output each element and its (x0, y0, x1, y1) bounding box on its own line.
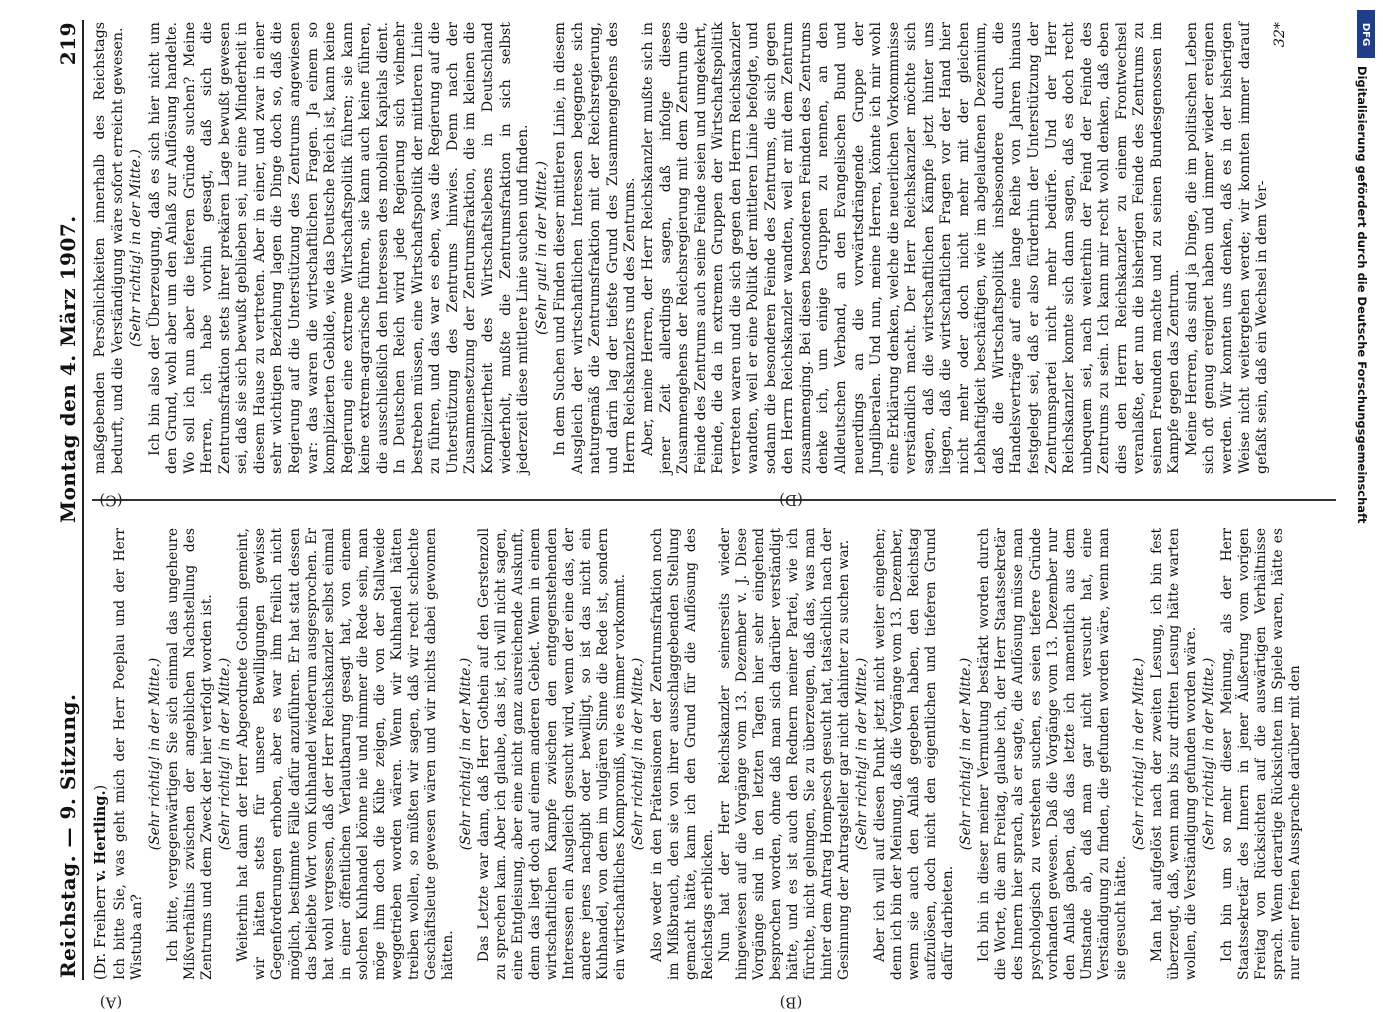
rotated-page (46, 20, 1336, 1012)
paragraph: Aber, meine Herren, der Herr Reichskanzler mußte sich in jener Zeit allerdings sagen, daß infolge dieses Zusammengehens der Reichsregierung mit dem Zentrum die Feinde des Zentrums auch seine Feinde seien und umgekehrt, Feinde, die da in extremen Gruppen der Wirtschaftspolitik vertreten waren und die sich gegen den Herrn Reichskanzler wandten, weil er eine Politik der mittleren Linie befolgte, und sodann die besonderen Feinde des Zentrums, die sich gegen den Herrn Reichskanzler wandten, weil er mit dem Zentrum zusammenging. Bei diesen besonderen Feinden des Zentrums denke ich, um einige Gruppen zu nennen, an den Alldeutschen Verband, an den Evangelischen Bund und neuerdings an die vorwärtsdrängende Gruppe der Jungliberalen. Und nun, meine Herren, könnte ich mir wohl eine Erklärung denken, welche die neuerlichen Vorkommnisse verständlich macht. Der Herr Reichskanzler möchte sich sagen, daß die wirtschaftlichen Kämpfe jetzt hinter uns liegen, daß die wirtschaftlichen Fragen vor der Hand hier nicht mehr oder doch nicht mehr mit der gleichen Lebhaftigkeit beschäftigen, wie im abgelaufenen Dezennium, daß die Wirtschaftspolitik insbesondere durch die Handelsverträge auf eine lange Reihe von Jahren hinaus festgelegt sei, daß er also fürderhin der Unterstützung der Zentrumspartei nicht mehr bedürfe. Und der Herr Reichskanzler konnte sich dann sagen, daß es doch recht unbequem sei, nach weiterhin der Feind der Feinde des Zentrums zu sein. Ich kann mir recht wohl denken, daß eben dies den Herrn Reichskanzler zu einem Frontwechsel veranlaßte, der nun die bisherigen Feinde des Zentrums zu seinen Freunden machte und zu seinen Bundesgenossen im Kampfe gegen das Zentrum. (639, 22, 1183, 474)
interjection: (Sehr richtig! in der Mitte.) (958, 657, 975, 851)
interjection: (Sehr richtig! in der Mitte.) (128, 149, 145, 347)
signature-mark: 32* (1271, 22, 1288, 48)
speaker-suffix: ) (93, 784, 109, 791)
page-header-left-title: Reichstag. — 9. Sitzung. (56, 693, 80, 978)
paragraph: Nun hat der Herr Reichskanzler seinerseits wieder hingewiesen auf die Vorgänge vom 13. Dezember v. J. Diese Vorgänge sind in den letzten Tagen hier sehr eingehend besprochen worden, ohne daß man sich darüber verständigt hätte, und es ist auch den Rednern meiner Partei, wie ich fürchte, nicht gelungen, Sie zu überzeugen, daß das, was man hinter dem Antrag Hompesch gesucht hat, tatsächlich nach der Gesinnung der Antragsteller gar nicht dahinter zu suchen war. (716, 528, 853, 980)
margin-marker-c: (C) (99, 491, 123, 510)
interjection: (Sehr richtig! in der Mitte.) (630, 657, 647, 851)
paragraph: maßgebenden Persönlichkeiten innerhalb des Reichstags bedurft, und die Verständigung wäre sofort erreicht gewesen. (92, 22, 126, 474)
paragraph: Ich bin um so mehr dieser Meinung, als der Herr Staatssekretär des Innern in jener Äußerung vom vorigen Freitag von Rücksichten auf die auswärtigen Verhältnisse sprach. Wenn derartige Rücksichten im Spiele waren, hätte es nur einer freien Aussprache darüber mit den (1219, 528, 1304, 980)
paragraph: Meine Herren, das sind ja Dinge, die im politischen Leben sich oft genug ereignet haben und immer wieder ereignen werden. Wir konnten uns denken, daß es in der bisherigen Weise nicht weitergehen werde; wir konnten immer darauf gefaßt sein, daß ein Wechsel in dem Ver- (1183, 22, 1271, 474)
page-number: 219 (56, 22, 80, 66)
interjection: (Sehr richtig! in der Mitte.) (1130, 657, 1147, 851)
paragraph: Das Letzte war dann, daß Herr Gothein auf den Gerstenzoll zu sprechen kam. Aber ich glaube, das ist, ich will nicht sagen, eine Entgleisung, aber eine nicht ganz ausreichende Auskunft, denn das liegt doch auf einem anderen Gebiet. Wenn in einem wirtschaftlichen Kampfe zwischen den entgegenstehenden Interessen ein Ausgleich gesucht wird, wenn der eine das, der andere jenes nachgibt oder bewilligt, so ist das nicht ein Kuhhandel, von dem im vulgären Sinne die Rede ist, sondern ein wirtschaftliches Kompromiß, wie es immer vorkommt. (476, 528, 629, 980)
left-column (92, 528, 1336, 980)
paragraph: Ich bin in dieser meiner Vermutung bestärkt worden durch die Worte, die am Freitag, glaube ich, der Herr Staatssekretär des Innern hier sprach, als er sagte, die Auflösung müsse man psychologisch zu verstehen suchen, es seien tiefere Gründe vorhanden gewesen. Daß die Vorgänge vom 13. Dezember nur den Anlaß gaben, daß das letzte ich namentlich aus dem Umstande ab, daß man gar nicht versucht hat, eine Verständigung zu finden, die gefunden worden wäre, wenn man sie gesucht hätte. (976, 528, 1129, 980)
interjection: (Sehr richtig! in der Mitte.) (147, 657, 164, 851)
interjection: (Sehr gut! in der Mitte.) (533, 160, 550, 336)
paragraph: Aber ich will auf diesen Punkt jetzt nicht weiter eingehen; denn ich bin der Meinung, daß die Vorgänge vom 13. Dezember, wenn sie auch den Anlaß gegeben haben, den Reichstag aufzulösen, doch nicht den eigentlichen und tieferen Grund dafür darbieten. (872, 528, 957, 980)
dfg-logo: DFG (1357, 10, 1375, 58)
margin-marker-b: (B) (779, 993, 803, 1012)
text-columns (92, 20, 1336, 1012)
credit-text: Digitalisierung gefördert durch die Deutsche Forschungsgemeinschaft (1355, 66, 1369, 524)
header-rule (82, 20, 84, 980)
page-header (46, 20, 80, 980)
speaker-name: v. Hertling. (92, 790, 109, 882)
paragraph: Ich bitte Sie, was geht mich der Herr Poeplau und der Herr Wistuba an? (112, 528, 146, 980)
paragraph: Ich bin also der Überzeugung, daß es sich hier nicht um den Grund, wohl aber um den Anlaß zur Auflösung handelte. Wo soll ich nun aber die tieferen Gründe suchen? Meine Herren, ich habe vorhin gesagt, daß sich die Zentrumsfraktion stets ihrer prekären Lage bewußt gewesen sei, daß sie sich bewußt geblieben sei, nur eine Minderheit in diesem Hause zu vertreten. Aber in einer, und zwar in einer sehr wichtigen Beziehung lagen die Dinge doch so, daß die Regierung auf die Unterstützung des Zentrums angewiesen war: das waren die wirtschaftlichen Fragen. Ja einem so komplizierten Gebilde, wie das Deutsche Reich ist, kann keine Regierung eine extreme Wirtschaftspolitik führen; sie kann keine extrem-agrarische führen, sie kann auch keine führen, die ausschließlich den Interessen des mobilen Kapitals dient. In Deutschen Reich wird jede Regierung sich vielmehr bestreben müssen, eine Wirtschaftspolitik der mittleren Linie zu führen, und das war es eben, was die Regierung auf die Unterstützung des Zentrums hinwies. Denn nach der Zusammensetzung der Zentrumsfraktion, die im kleinen die Kompliziertheit des Wirtschaftslebens in Deutschland wiederholt, mußte die Zentrumsfraktion in sich selbst jederzeit diese mittlere Linie suchen und finden. (146, 22, 532, 474)
margin-marker-d: (D) (779, 491, 803, 510)
paragraph: Ich bitte, vergegenwärtigen Sie sich einmal das ungeheure Mißverhältnis zwischen der angeblichen Nachstellung des Zentrums und dem Zweck der hier verfolgt worden ist. (165, 528, 216, 980)
speaker-line (92, 528, 110, 980)
page-header-right-title: Montag den 4. März 1907. (56, 215, 80, 524)
paragraph: In dem Suchen und Finden dieser mittleren Linie, in diesem Ausgleich der wirtschaftlichen Interessen begegnete sich naturgemäß die Zentrumsfraktion mit der Reichsregierung, und darin lag der tiefste Grund des Zusammengehens des Herrn Reichskanzlers und des Zentrums. (552, 22, 639, 474)
paragraph: Man hat aufgelöst nach der zweiten Lesung, ich bin fest überzeugt, daß, wenn man bis zur dritten Lesung hätte warten wollen, die Verständigung gefunden worden wäre. (1148, 528, 1199, 980)
right-column (92, 22, 1336, 474)
paragraph: Weiterhin hat dann der Herr Abgeordnete Gothein gemeint, wir hätten stets für unsere Bewilligungen gewisse Gegenforderungen erhoben, aber es war ihm freilich nicht möglich, bestimmte Fälle dafür anzuführen. Er hat statt dessen das beliebte Wort vom Kuhhandel wiederum ausgesprochen. Er hat wohl vergessen, daß der Herr Reichskanzler selbst einmal in einer öffentlichen Verlautbarung gesagt hat, von einem solchen Kuhhandel könne nie und nimmer die Rede sein, man möge ihm doch die Kühe zeigen, die von der Stallweide weggetrieben worden wären. Wenn wir Kuhhandel hätten treiben wollen, so müßten wir sagen, daß wir recht schlechte Geschäftsleute gewesen wären und wir nichts dabei gewonnen hätten. (235, 528, 456, 980)
interjection: (Sehr richtig! in der Mitte.) (457, 657, 474, 851)
interjection: (Sehr richtig! in der Mitte.) (217, 657, 234, 851)
paragraph: Also weder in den Prätensionen der Zentrumsfraktion noch im Mißbrauch, den sie von ihrer ausschlaggebenden Stellung gemacht hätte, kann ich den Grund für die Auflösung des Reichstags erblicken. (648, 528, 716, 980)
margin-marker-a: (A) (99, 993, 123, 1012)
column-divider (92, 499, 1336, 501)
digitization-credit (1355, 10, 1381, 985)
interjection: (Sehr richtig! in der Mitte.) (854, 657, 871, 851)
interjection: (Sehr richtig! in der Mitte.) (1201, 657, 1217, 851)
speaker-prefix: (Dr. Freiherr (93, 881, 109, 980)
